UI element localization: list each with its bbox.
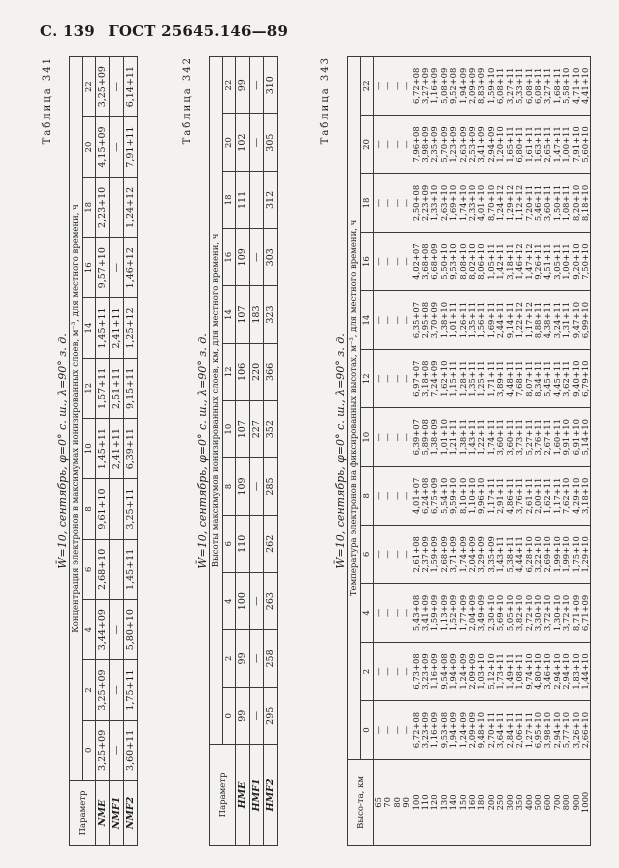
data-column: — — — — 6,39+07 5,89+08 1,38+09 1,01+10 1,21+11 1,38+11 1,43+11 1,22+11 1,74+11 3,60+11 3,60+11 3,73+11 5,27+11 3,76+11 2,67+11 1,60+11 9,91+10 6,91+10 5,14+10 <box>374 408 591 467</box>
hour-col: 0 <box>223 687 236 744</box>
cell: 100 <box>236 572 250 629</box>
cell: — <box>110 720 124 780</box>
data-column: — — — — 6,73+08 3,23+09 1,16+09 9,54+08 1,94+09 1,24+09 2,09+09 1,03+10 5,12+10 1,73+11 1,49+11 1,08+11 9,74+10 4,80+10 3,46+10 2,94+10 2,94+10 1,83+10 1,44+10 <box>374 642 591 701</box>
standard-title: ГОСТ 25645.146—89 <box>108 22 289 40</box>
hour-col: 4 <box>361 584 374 643</box>
rotated-content <box>42 56 596 846</box>
hour-col: 2 <box>83 660 96 720</box>
row-label: HME <box>236 744 250 845</box>
table-row <box>264 57 278 846</box>
param-header: Параметр <box>210 744 236 845</box>
hour-col: 22 <box>83 57 96 117</box>
table-body-row <box>374 57 591 846</box>
hour-col: 20 <box>361 115 374 174</box>
cell: 3,25+11 <box>124 479 138 539</box>
table-row <box>250 57 264 846</box>
cell: 305 <box>264 114 278 171</box>
height-header: Высо-та, км <box>348 759 374 845</box>
table-342-name: Таблица 342 <box>182 56 193 145</box>
hour-col: 20 <box>223 114 236 171</box>
hour-col: 14 <box>361 291 374 350</box>
cell: 3,25+09 <box>96 660 110 720</box>
cell: 1,75+11 <box>124 660 138 720</box>
cell: — <box>110 660 124 720</box>
table-342 <box>209 56 278 846</box>
data-column: — — — — 6,72+08 3,27+09 1,16+09 5,08+09 9,52+08 1,94+09 2,09+09 8,83+09 1,59+10 6,08+11 3,27+11 5,33+11 6,08+11 6,08+11 3,27+11 1,68+11 5,58+10 4,71+10 4,41+10 <box>374 57 591 116</box>
cell: 3,25+09 <box>96 57 110 117</box>
hour-col: 14 <box>223 286 236 343</box>
cell: — <box>110 238 124 298</box>
cell: 107 <box>236 286 250 343</box>
cell: 107 <box>236 401 250 458</box>
cell: 106 <box>236 343 250 400</box>
page-label: С. 139 <box>40 22 95 40</box>
cell: 2,23+10 <box>96 177 110 237</box>
cell: 99 <box>236 57 250 114</box>
cell: 227 <box>250 401 264 458</box>
table-341-block <box>42 56 138 846</box>
data-column: — — — — 6,35+07 2,95+08 3,70+09 1,38+10 1,01+11 1,26+11 1,35+11 1,56+11 1,69+11 2,44+11 9,14+11 1,22+12 1,17+12 8,88+11 4,38+11 3,24+11 1,31+11 9,47+10 6,99+10 <box>374 291 591 350</box>
cell: 109 <box>236 458 250 515</box>
cell: 220 <box>250 343 264 400</box>
table-342-condition: W̄=10, сентябрь, φ=0° с. ш., λ=90° з. д. <box>196 333 209 569</box>
cell: 2,41+11 <box>110 298 124 358</box>
cell <box>110 177 124 237</box>
data-column: — — — — 6,97+07 3,18+08 7,24+09 1,62+10 1,15+11 1,28+11 1,35+11 1,25+11 1,71+11 3,89+11 4,48+11 7,68+11 8,07+11 8,34+11 5,45+11 4,45+11 3,62+11 9,40+10 6,79+10 <box>374 349 591 408</box>
cell: 2,68+10 <box>96 539 110 599</box>
cell: — <box>110 600 124 660</box>
cell: 6,39+11 <box>124 419 138 479</box>
hour-col: 6 <box>223 515 236 572</box>
cell: 7,91+11 <box>124 117 138 177</box>
table-row <box>236 57 250 846</box>
cell: 295 <box>264 687 278 744</box>
cell: 99 <box>236 687 250 744</box>
hour-col: 8 <box>83 479 96 539</box>
cell: 9,61+10 <box>96 479 110 539</box>
heights-column: 65 70 80 90 100 110 120 130 140 150 160 180 200 250 300 350 400 500 600 700 800 900 1000 <box>374 759 591 845</box>
table-341-condition: W̄=10, сентябрь, φ=0° с. ш., λ=90° з. д. <box>56 333 69 569</box>
hour-col: 2 <box>223 630 236 687</box>
cell: — <box>250 114 264 171</box>
page-header <box>40 22 296 40</box>
cell: — <box>110 57 124 117</box>
hour-col: 2 <box>361 642 374 701</box>
row-label: HMF2 <box>264 744 278 845</box>
row-label: NMF2 <box>124 781 138 846</box>
cell: 110 <box>236 515 250 572</box>
cell: 1,46+12 <box>124 238 138 298</box>
cell <box>250 515 264 572</box>
cell: 352 <box>264 401 278 458</box>
data-column: — — — — 2,61+08 2,37+09 1,59+09 2,68+09 3,71+09 1,74+09 2,04+09 3,29+09 3,35+09 1,43+11 5,38+11 4,44+11 6,28+10 3,22+10 2,69+10 1,99+10 1,99+10 1,75+10 1,29+10 <box>374 525 591 584</box>
hour-col: 10 <box>83 419 96 479</box>
hour-col: 6 <box>361 525 374 584</box>
data-column: — — — — 6,72+08 3,23+09 1,16+09 9,53+08 1,94+09 1,24+09 2,09+09 9,48+10 2,70+11 3,64+11 2,84+11 2,06+11 1,27+11 6,95+10 3,98+10 2,94+10 5,77+10 3,26+10 2,66+10 <box>374 701 591 760</box>
cell: — <box>250 458 264 515</box>
cell: 1,45+11 <box>96 419 110 479</box>
cell: 99 <box>236 630 250 687</box>
row-label: NMF1 <box>110 781 124 846</box>
table-341 <box>69 56 138 846</box>
unit-header: Концентрация электронов в максимумах ионизированных слоев, м⁻³, для местного времени, ч <box>70 57 83 781</box>
table-343 <box>347 56 591 846</box>
hour-col: 16 <box>361 232 374 291</box>
cell: — <box>250 687 264 744</box>
hour-col: 8 <box>361 467 374 526</box>
row-label: NME <box>96 781 110 846</box>
data-column: — — — — 4,01+07 6,24+08 6,75+09 5,54+10 9,59+10 8,10+10 1,10+10 9,96+10 1,17+11 2,91+11 4,86+11 3,76+11 2,61+11 2,00+11 1,62+11 1,17+11 7,62+10 4,29+10 3,18+10 <box>374 467 591 526</box>
hour-col: 18 <box>223 171 236 228</box>
hour-col: 20 <box>83 117 96 177</box>
param-header: Параметр <box>70 781 96 846</box>
hour-col: 10 <box>223 401 236 458</box>
data-column: — — — — 7,96+08 3,98+09 2,35+09 5,70+09 1,23+09 2,63+09 2,53+09 3,41+09 2,94+09 1,20+10 1,65+11 6,80+11 1,61+11 1,63+11 2,65+11 1,47+11 1,00+11 7,91+10 5,60+10 <box>374 115 591 174</box>
cell: 9,15+11 <box>124 358 138 418</box>
hour-col: 12 <box>223 343 236 400</box>
row-label: HMF1 <box>250 744 264 845</box>
hour-col: 4 <box>223 572 236 629</box>
cell: 1,24+12 <box>124 177 138 237</box>
hour-col: 18 <box>361 174 374 233</box>
hour-col: 0 <box>83 720 96 780</box>
table-row <box>124 57 138 846</box>
cell: 5,80+10 <box>124 600 138 660</box>
cell: 3,25+09 <box>96 720 110 780</box>
hour-col: 0 <box>361 701 374 760</box>
cell: — <box>250 229 264 286</box>
cell: 6,14+11 <box>124 57 138 117</box>
cell: — <box>250 57 264 114</box>
cell: 312 <box>264 171 278 228</box>
cell: 1,57+11 <box>96 358 110 418</box>
hour-col: 16 <box>83 238 96 298</box>
data-column: — — — — 5,43+08 3,41+09 1,59+09 1,13+09 1,52+09 1,77+09 2,04+09 3,49+09 2,30+10 5,69+10 5,05+10 3,82+10 2,72+10 3,30+10 3,72+10 1,30+10 3,72+10 8,71+09 6,71+09 <box>374 584 591 643</box>
table-row <box>96 57 110 846</box>
cell: 1,45+11 <box>124 539 138 599</box>
cell <box>250 171 264 228</box>
cell: 303 <box>264 229 278 286</box>
cell: 102 <box>236 114 250 171</box>
table-342-block <box>182 56 278 846</box>
cell: 2,41+11 <box>110 419 124 479</box>
data-column: — — — — 4,02+07 3,68+08 6,68+09 5,50+10 9,53+10 8,08+10 8,02+10 8,06+10 1,05+11 1,42+11 3,18+11 1,46+12 1,47+12 9,26+11 4,51+11 3,05+11 1,00+11 9,20+10 7,50+10 <box>374 232 591 291</box>
cell: 310 <box>264 57 278 114</box>
cell: 258 <box>264 630 278 687</box>
unit-header: Температура электронов на фиксированных высотах, м⁻³, для местного времени, ч <box>348 57 361 760</box>
cell: 1,45+11 <box>96 298 110 358</box>
cell: 183 <box>250 286 264 343</box>
cell: 2,51+11 <box>110 358 124 418</box>
cell: 323 <box>264 286 278 343</box>
cell: 262 <box>264 515 278 572</box>
cell: 109 <box>236 229 250 286</box>
hour-col: 6 <box>83 539 96 599</box>
hour-col: 12 <box>361 349 374 408</box>
hour-col: 22 <box>223 57 236 114</box>
table-343-condition: W̄=10, сентябрь, φ=0° с. ш., λ=90° з. д. <box>334 333 347 569</box>
cell: 285 <box>264 458 278 515</box>
cell: — <box>250 630 264 687</box>
cell: 4,15+09 <box>96 117 110 177</box>
unit-header: Высоты максимумов ионизированных слоев, км, для местного времени, ч <box>210 57 223 745</box>
table-343-name: Таблица 343 <box>320 56 331 145</box>
cell: 111 <box>236 171 250 228</box>
cell: 3,44+09 <box>96 600 110 660</box>
table-row <box>110 57 124 846</box>
hour-col: 18 <box>83 177 96 237</box>
table-341-name: Таблица 341 <box>42 56 53 145</box>
cell: 1,25+12 <box>124 298 138 358</box>
hour-col: 14 <box>83 298 96 358</box>
hour-col: 8 <box>223 458 236 515</box>
hour-col: 12 <box>83 358 96 418</box>
cell: 366 <box>264 343 278 400</box>
cell: — <box>110 117 124 177</box>
cell: 3,60+11 <box>124 720 138 780</box>
hour-col: 16 <box>223 229 236 286</box>
table-343-block <box>320 56 591 846</box>
cell: — <box>250 572 264 629</box>
cell: 9,57+10 <box>96 238 110 298</box>
cell <box>110 539 124 599</box>
hour-col: 4 <box>83 600 96 660</box>
cell: 263 <box>264 572 278 629</box>
cell <box>110 479 124 539</box>
hour-col: 22 <box>361 57 374 116</box>
hour-col: 10 <box>361 408 374 467</box>
data-column: — — — — 2,50+08 2,23+09 1,33+10 2,63+10 1,69+10 1,74+10 2,33+10 4,01+10 8,70+10 1,24+12 1,29+12 1,12+12 7,20+11 5,46+11 3,60+11 1,50+11 1,08+11 8,20+10 8,18+10 <box>374 174 591 233</box>
